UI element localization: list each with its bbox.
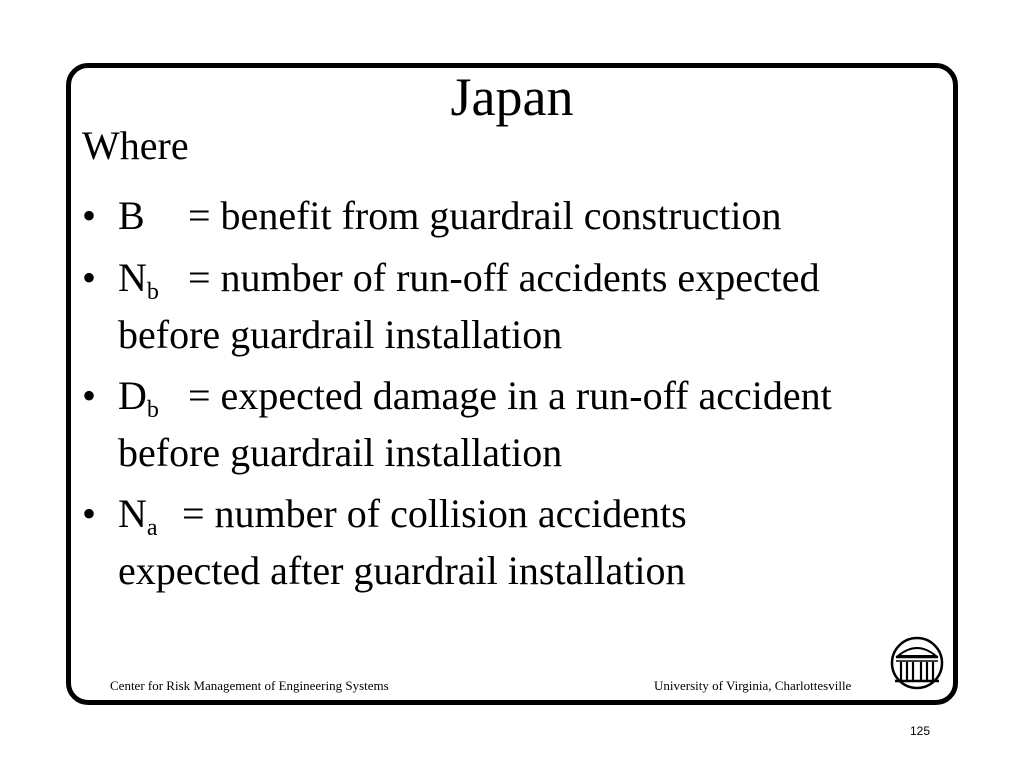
definition-continuation: before guardrail installation (118, 430, 563, 475)
definition-continuation: before guardrail installation (118, 312, 563, 357)
definition-continuation: expected after guardrail installation (118, 548, 686, 593)
list-item (82, 187, 942, 245)
definition-list (82, 187, 942, 603)
symbol: $N_a$ (118, 491, 158, 541)
bullet-icon: • (82, 255, 97, 300)
definition: = number of collision accidents (182, 491, 687, 536)
footer-left-text: Center for Risk Management of Engineering Systems (110, 678, 389, 693)
symbol: $D_b$ (118, 373, 159, 423)
slide-intro: Where (82, 123, 189, 168)
slide-title: Japan (450, 67, 574, 127)
bullet-icon: • (82, 491, 97, 536)
bullet-icon: • (82, 193, 97, 238)
definition: = number of run-off accidents expected (188, 255, 820, 300)
bullet-icon: • (82, 373, 97, 418)
list-item (82, 249, 942, 363)
footer-right-text: University of Virginia, Charlottesville (654, 678, 852, 693)
definition: = benefit from guardrail construction (188, 193, 782, 238)
symbol: B (118, 193, 145, 238)
list-item (82, 485, 942, 599)
list-item (82, 367, 942, 481)
definition: = expected damage in a run-off accident (188, 373, 832, 418)
symbol: $N_b$ (118, 255, 159, 305)
page-number: 125 (910, 724, 931, 738)
rotunda-logo-icon (890, 636, 944, 690)
